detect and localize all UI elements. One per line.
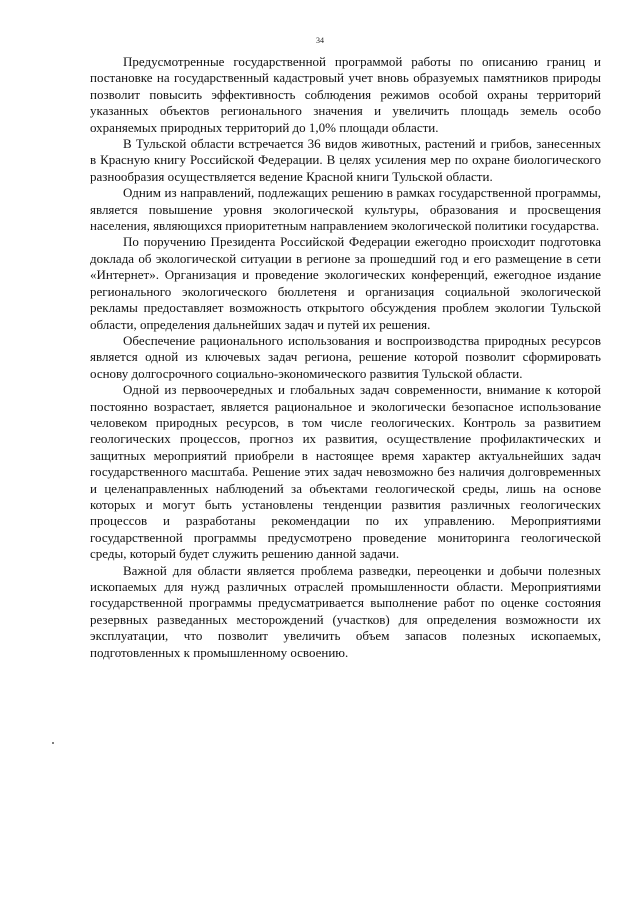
- paragraph: Одной из первоочередных и глобальных задач современности, внимание к которой постоянно возрастает, является рациональное и экологически безопасное использование человеком природных ресурсов, в том числе геологических. Контроль за развитием геологических процессов, прогноз их развития, осуществление профилактических и защитных мероприятий приобрели в настоящее время характер актуальнейших задач государственного масштаба. Решение этих задач невозможно без наличия долговременных и целенаправленных наблюдений за объектами геологической среды, лишь на основе которых и могут быть установлены тенденции развития различных геологических процессов и разработаны рекомендации по их управлению. Мероприятиями государственной программы предусмотрено проведение мониторинга геологической среды, который будет служить решению данной задачи.: [90, 382, 601, 562]
- scan-speck: [52, 742, 54, 744]
- paragraph: Одним из направлений, подлежащих решению в рамках государственной программы, является повышение уровня экологической культуры, образования и просвещения населения, являющихся приоритетным направлением экологической политики государства.: [90, 185, 601, 234]
- body-text: [90, 54, 601, 661]
- paragraph: По поручению Президента Российской Федерации ежегодно происходит подготовка доклада об экологической ситуации в регионе за прошедший год и его размещение в сети «Интернет». Организация и проведение экологических конференций, ежегодное издание регионального экологического бюллетеня и организация социальной экологической рекламы предоставляет возможность открытого обсуждения проблем экологии Тульской области, определения дальнейших задач и путей их решения.: [90, 234, 601, 332]
- paragraph: В Тульской области встречается 36 видов животных, растений и грибов, занесенных в Красную книгу Российской Федерации. В целях усиления мер по охране биологического разнообразия осуществляется ведение Красной книги Тульской области.: [90, 136, 601, 184]
- paragraph: Важной для области является проблема разведки, переоценки и добычи полезных ископаемых для нужд различных отраслей промышленности области. Мероприятиями государственной программы предусматривается выполнение работ по оценке состояния резервных разведанных месторождений (участков) для определения возможности их эксплуатации, что позволит увеличить объем запасов полезных ископаемых, подготовленных к промышленному освоению.: [90, 562, 601, 660]
- page-number: 34: [316, 36, 324, 45]
- paragraph: Предусмотренные государственной программой работы по описанию границ и постановке на государственный кадастровый учет вновь образуемых памятников природы позволит повысить эффективность соблюдения режимов особой охраны территорий указанных объектов регионального значения и увеличить площадь земель особо охраняемых природных территорий до 1,0% площади области.: [90, 54, 601, 135]
- paragraph: Обеспечение рационального использования и воспроизводства природных ресурсов является одной из ключевых задач региона, решение которой позволит сформировать основу долгосрочного социально-экономического развития Тульской области.: [90, 332, 601, 381]
